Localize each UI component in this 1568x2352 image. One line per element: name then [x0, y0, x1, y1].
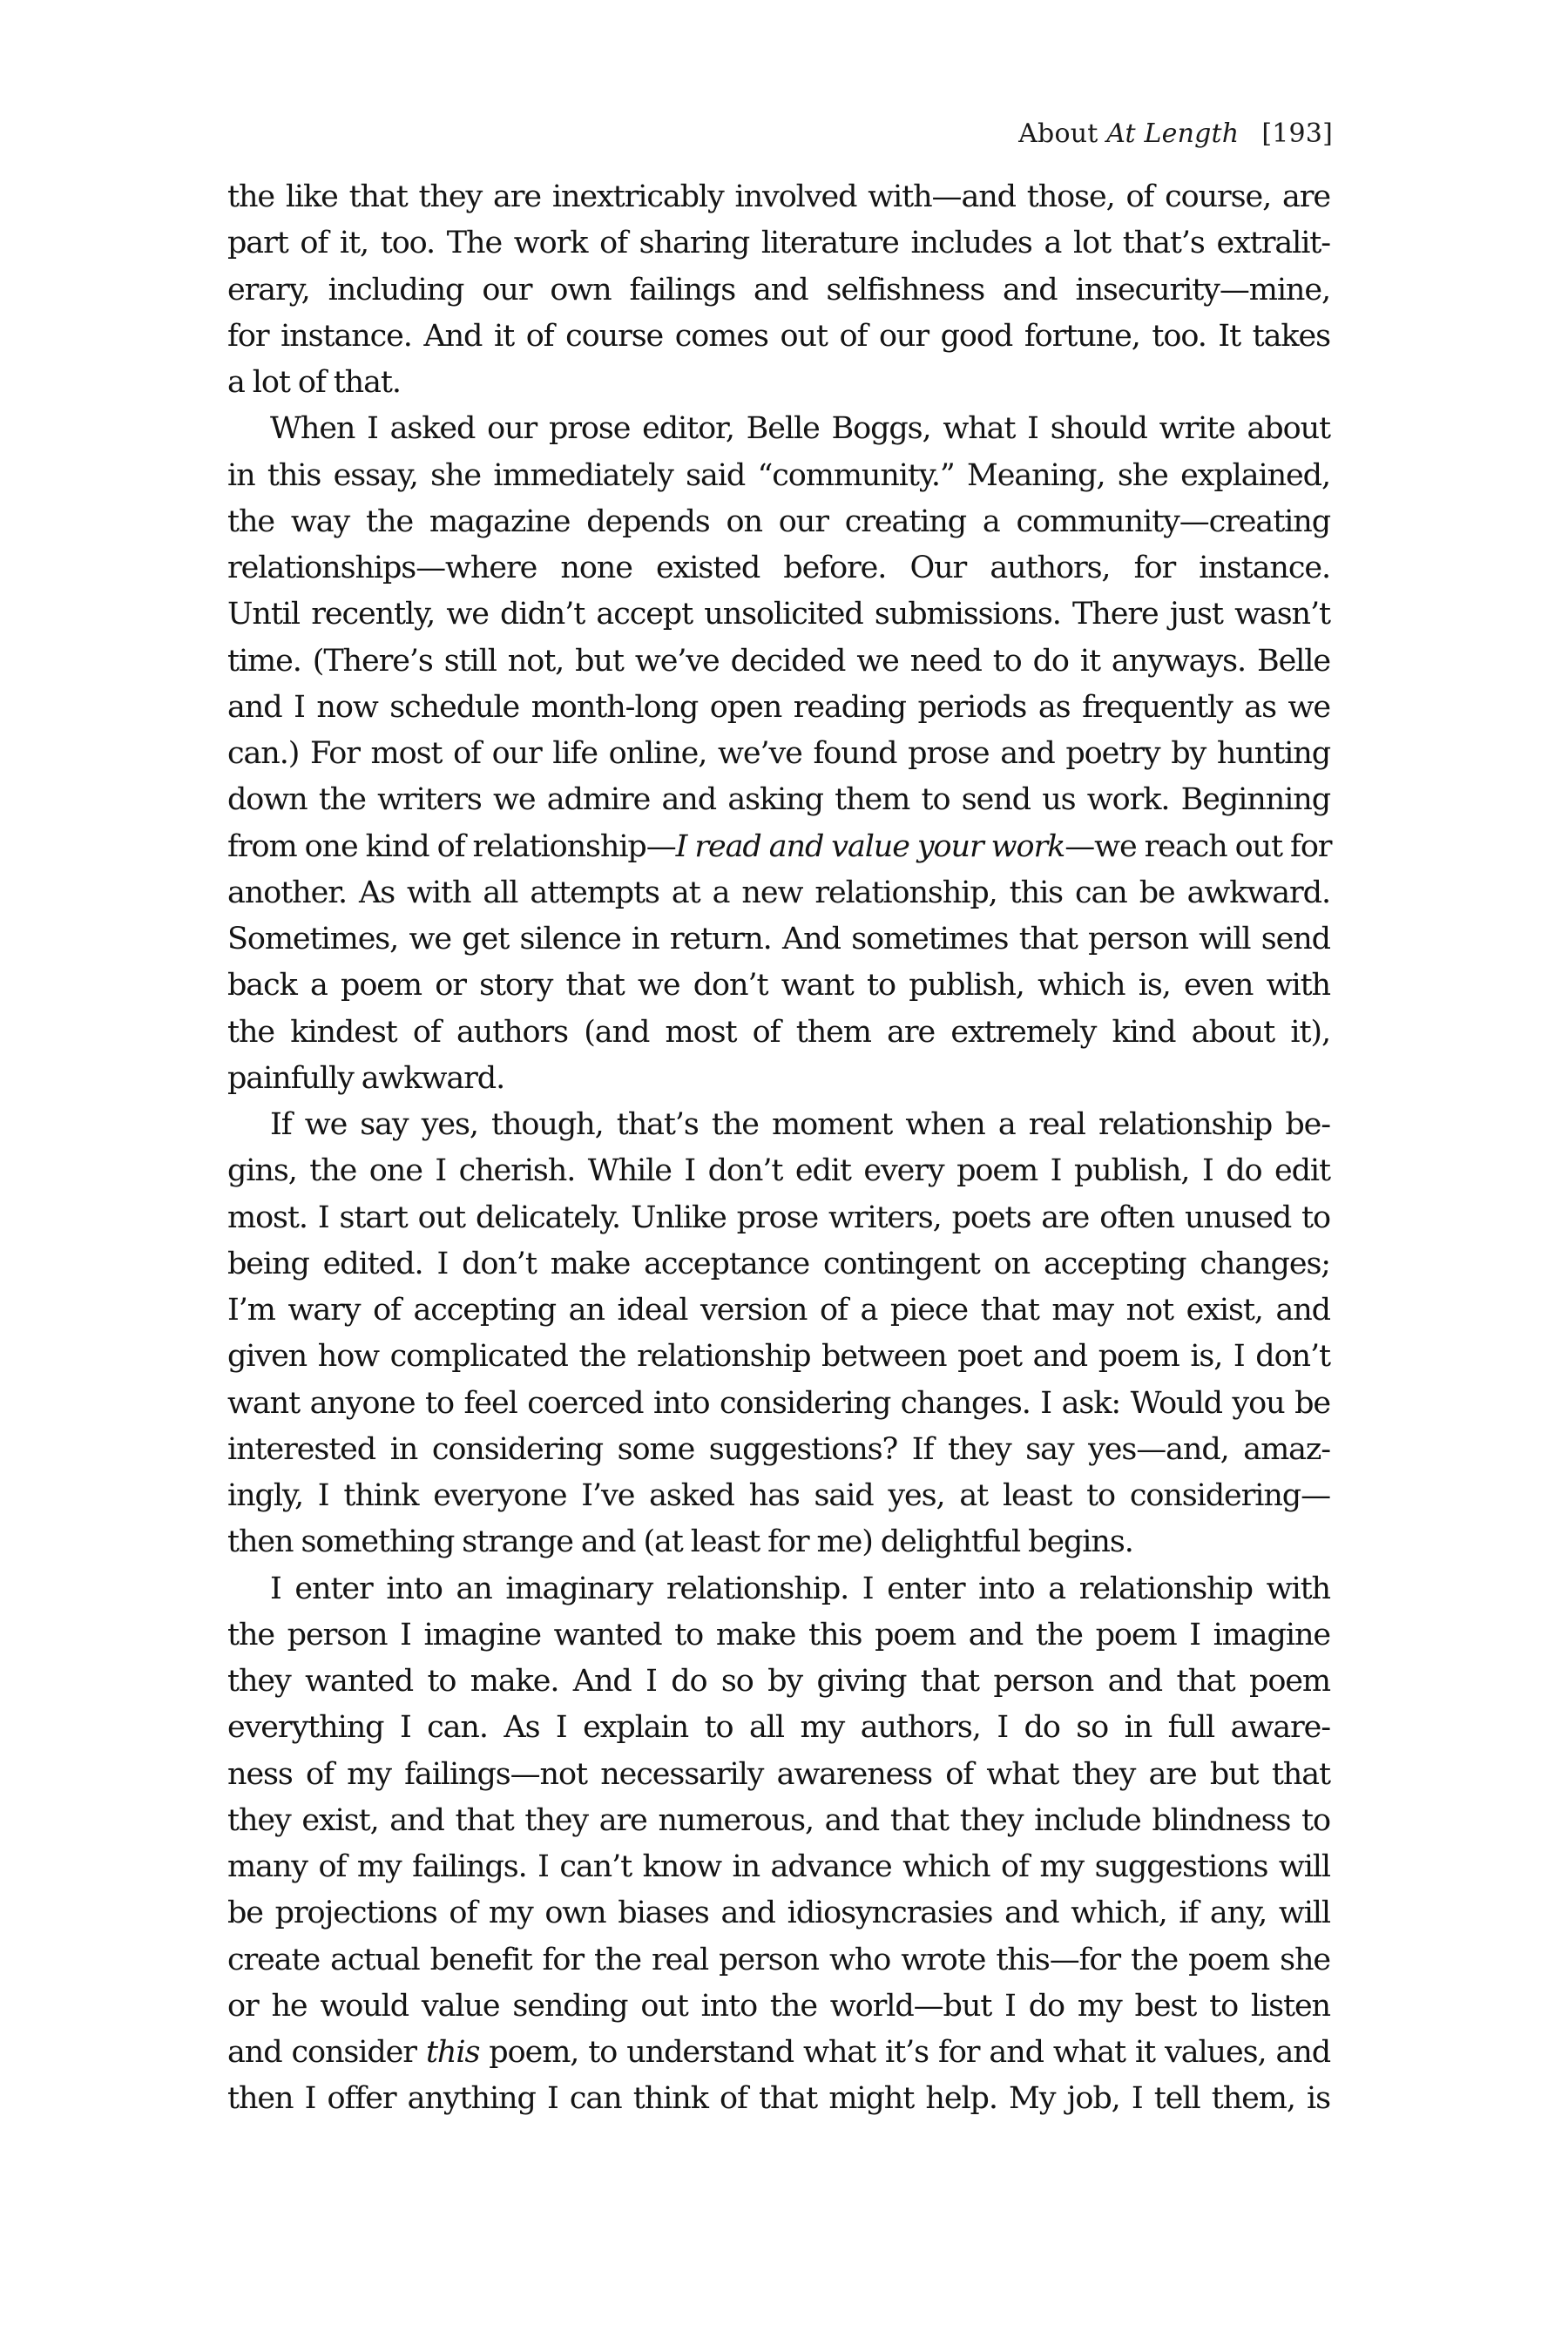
text-line: or he would value sending out into the world—but I do my best to listen — [227, 1988, 1330, 2024]
text-run: from one kind of relationship— — [227, 828, 676, 864]
italic-emphasis: this — [425, 2035, 480, 2070]
running-head — [1002, 118, 1333, 149]
italic-emphasis: I read and value your work — [675, 828, 1065, 864]
paragraph — [227, 1102, 1330, 1566]
paragraph — [227, 406, 1330, 1102]
paragraph — [227, 174, 1330, 406]
text-line: time. (There’s still not, but we’ve decided we need to do it anyways. Belle — [227, 643, 1330, 679]
text-line: Until recently, we didn’t accept unsolicited submissions. There just wasn’t — [227, 597, 1330, 632]
text-line: want anyone to feel coerced into considering changes. I ask: Would you be — [227, 1385, 1330, 1421]
running-head-title: At Length — [1106, 118, 1240, 149]
text-line: they wanted to make. And I do so by giving that person and that poem — [227, 1664, 1330, 1699]
text-line: many of my failings. I can’t know in advance which of my suggestions will — [227, 1849, 1330, 1884]
text-line: create actual benefit for the real person who wrote this—for the poem she — [227, 1942, 1330, 1977]
text-line: be projections of my own biases and idiosyncrasies and which, if any, will — [227, 1896, 1330, 1931]
text-line: the person I imagine wanted to make this poem and the poem I imagine — [227, 1617, 1330, 1652]
text-line: another. As with all attempts at a new relationship, this can be awkward. — [227, 875, 1330, 910]
text-line: back a poem or story that we don’t want to publish, which is, even with — [227, 968, 1330, 1004]
text-line: When I asked our prose editor, Belle Boggs, what I should write about — [270, 411, 1330, 447]
text-line: and I now schedule month-long open reading periods as frequently as we — [227, 689, 1330, 725]
text-line: If we say yes, though, that’s the moment when a real relationship be- — [270, 1107, 1330, 1142]
text-line: they exist, and that they are numerous, and that they include blindness to — [227, 1802, 1330, 1838]
text-line: part of it, too. The work of sharing literature includes a lot that’s extralit- — [227, 226, 1330, 261]
text-line: the way the magazine depends on our creating a community—creating — [227, 504, 1330, 539]
text-line: in this essay, she immediately said “community.” Meaning, she explained, — [227, 457, 1330, 493]
text-line: ingly, I think everyone I’ve asked has said yes, at least to considering— — [227, 1478, 1330, 1513]
text-line: being edited. I don’t make acceptance contingent on accepting changes; — [227, 1246, 1330, 1281]
text-line: interested in considering some suggestions? If they say yes—and, amaz- — [227, 1431, 1330, 1467]
paragraph — [227, 1566, 1330, 2123]
text-line: relationships—where none existed before. Our authors, for instance. — [227, 551, 1330, 585]
body-text — [227, 174, 1330, 2123]
text-line: Sometimes, we get silence in return. And sometimes that person will send — [227, 922, 1330, 956]
text-line: ness of my failings—not necessarily awareness of what they are but that — [227, 1756, 1330, 1792]
text-line: the kindest of authors (and most of them are extremely kind about it), — [227, 1014, 1330, 1050]
text-line: then I offer anything I can think of that might help. My job, I tell them, is — [227, 2081, 1330, 2117]
text-line — [227, 824, 1330, 870]
text-line: most. I start out delicately. Unlike prose writers, poets are often unused to — [227, 1200, 1330, 1235]
text-line: a lot of that. — [227, 365, 401, 400]
text-line: erary, including our own failings and selfishness and insecurity—mine, — [227, 272, 1330, 308]
text-run: —we reach out for — [1064, 828, 1332, 864]
text-line: I enter into an imaginary relationship. I enter into a relationship with — [270, 1571, 1330, 1606]
text-line: painfully awkward. — [227, 1060, 505, 1096]
text-line — [227, 2030, 1330, 2076]
text-line: gins, the one I cherish. While I don’t edit every poem I publish, I do edit — [227, 1153, 1330, 1189]
text-line: for instance. And it of course comes out of our good fortune, too. It takes — [227, 318, 1330, 354]
text-line: down the writers we admire and asking them to send us work. Beginning — [227, 782, 1330, 818]
text-line: then something strange and (at least for me) delightful begins. — [227, 1524, 1133, 1560]
text-line: everything I can. As I explain to all my authors, I do so in full aware- — [227, 1710, 1330, 1746]
page-number: [193] — [1261, 118, 1333, 149]
text-run: and consider — [227, 2035, 426, 2070]
text-line: I’m wary of accepting an ideal version of a piece that may not exist, and — [227, 1293, 1330, 1328]
text-line: the like that they are inextricably involved with—and those, of course, are — [227, 179, 1330, 214]
text-run: poem, to understand what it’s for and what it values, and — [479, 2035, 1330, 2070]
running-head-prefix: About — [1018, 118, 1107, 149]
text-line: given how complicated the relationship between poet and poem is, I don’t — [227, 1339, 1330, 1375]
text-line: can.) For most of our life online, we’ve found prose and poetry by hunting — [227, 736, 1330, 771]
